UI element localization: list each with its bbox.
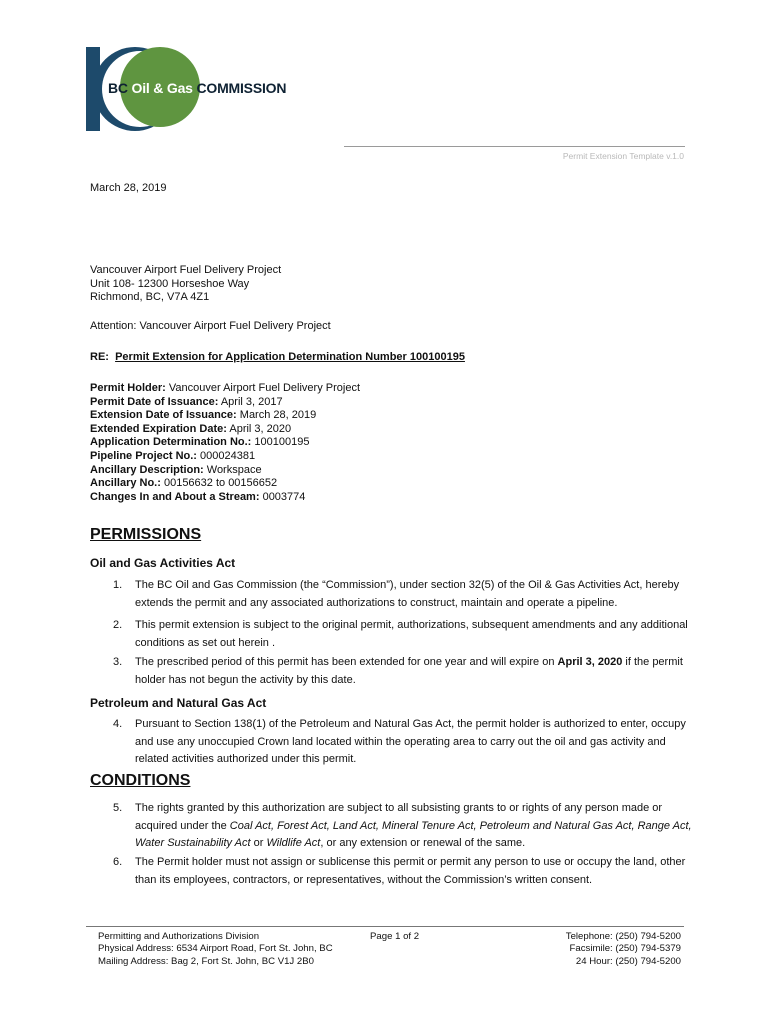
detail-row: Pipeline Project No.: 000024381 bbox=[90, 449, 256, 462]
list-item: 3. The prescribed period of this permit has been extended for one year and will expire on April 3, 2020 if the permit holder has not begun the activity by this date. bbox=[113, 656, 683, 686]
act-heading-petroleum: Petroleum and Natural Gas Act bbox=[90, 696, 267, 710]
footer-address: Permitting and Authorizations Division Physical Address: 6534 Airport Road, Fort St. John, BC Mailing Address: Bag 2, Fort St. John, BC V1J 2B0 bbox=[98, 931, 333, 967]
detail-row: Extension Date of Issuance: March 28, 2019 bbox=[90, 409, 317, 422]
logo-bar-shape bbox=[86, 47, 100, 131]
template-version: Permit Extension Template v.1.0 bbox=[562, 151, 684, 161]
permit-details bbox=[90, 382, 360, 504]
recipient-address bbox=[90, 264, 281, 305]
re-line: RE: Permit Extension for Application Determination Number 100100195 bbox=[90, 351, 465, 363]
re-subject: Permit Extension for Application Determination Number 100100195 bbox=[115, 351, 465, 363]
detail-row: Permit Date of Issuance: April 3, 2017 bbox=[90, 395, 283, 408]
detail-row: Changes In and About a Stream: 0003774 bbox=[90, 490, 306, 503]
detail-row: Ancillary Description: Workspace bbox=[90, 463, 262, 476]
commission-logo bbox=[86, 47, 346, 133]
footer-rule bbox=[86, 926, 684, 927]
address-line: Richmond, BC, V7A 4Z1 bbox=[90, 291, 210, 304]
logo-wordmark: BC Oil & Gas COMMISSION bbox=[108, 80, 287, 96]
address-line: Vancouver Airport Fuel Delivery Project bbox=[90, 264, 282, 276]
list-item: 6. The Permit holder must not assign or sublicense this permit or permit any person to use or occupy the land, other than its employees, contractors, or representatives, without the Commission’s written consent. bbox=[113, 856, 686, 886]
attention-line: Attention: Vancouver Airport Fuel Delivery Project bbox=[90, 320, 331, 332]
list-item: 4. Pursuant to Section 138(1) of the Petroleum and Natural Gas Act, the permit holder is authorized to enter, occupy and use any unoccupied Crown land located within the operating area to carry out the oil and gas activity and related activities authorized under this permit. bbox=[113, 718, 686, 766]
footer-contact: Telephone: (250) 794-5200 Facsimile: (250) 794-5379 24 Hour: (250) 794-5200 bbox=[565, 931, 681, 967]
detail-row: Application Determination No.: 100100195 bbox=[90, 436, 310, 449]
detail-row: Extended Expiration Date: April 3, 2020 bbox=[90, 422, 292, 435]
address-line: Unit 108- 12300 Horseshoe Way bbox=[90, 277, 250, 290]
conditions-heading: CONDITIONS bbox=[90, 772, 191, 789]
letter-date: March 28, 2019 bbox=[90, 182, 167, 194]
detail-row: Ancillary No.: 00156632 to 00156652 bbox=[90, 477, 278, 490]
list-item: 5. The rights granted by this authorization are subject to all subsisting grants to or rights of any person made or acquired under the Coal Act, Forest Act, Land Act, Mineral Tenure Act, Petroleum and Natural Gas Act, Range Act, Water Sustainability Act or Wildlife Act, or any extension or renewal of the same. bbox=[113, 802, 692, 850]
act-heading-oil-gas: Oil and Gas Activities Act bbox=[90, 556, 236, 570]
detail-row: Permit Holder: Vancouver Airport Fuel Delivery Project bbox=[90, 382, 361, 394]
page-number: Page 1 of 2 bbox=[370, 931, 420, 942]
list-item: 2. This permit extension is subject to the original permit, authorizations, subsequent amendments and any additional conditions as set out herein . bbox=[113, 619, 688, 649]
header-rule bbox=[344, 146, 685, 147]
permissions-heading: PERMISSIONS bbox=[90, 526, 202, 543]
list-item: 1. The BC Oil and Gas Commission (the “Commission”), under section 32(5) of the Oil & Gas Activities Act, hereby extends the permit and any associated authorizations to construct, maintain and operate a pipeline. bbox=[113, 579, 680, 609]
